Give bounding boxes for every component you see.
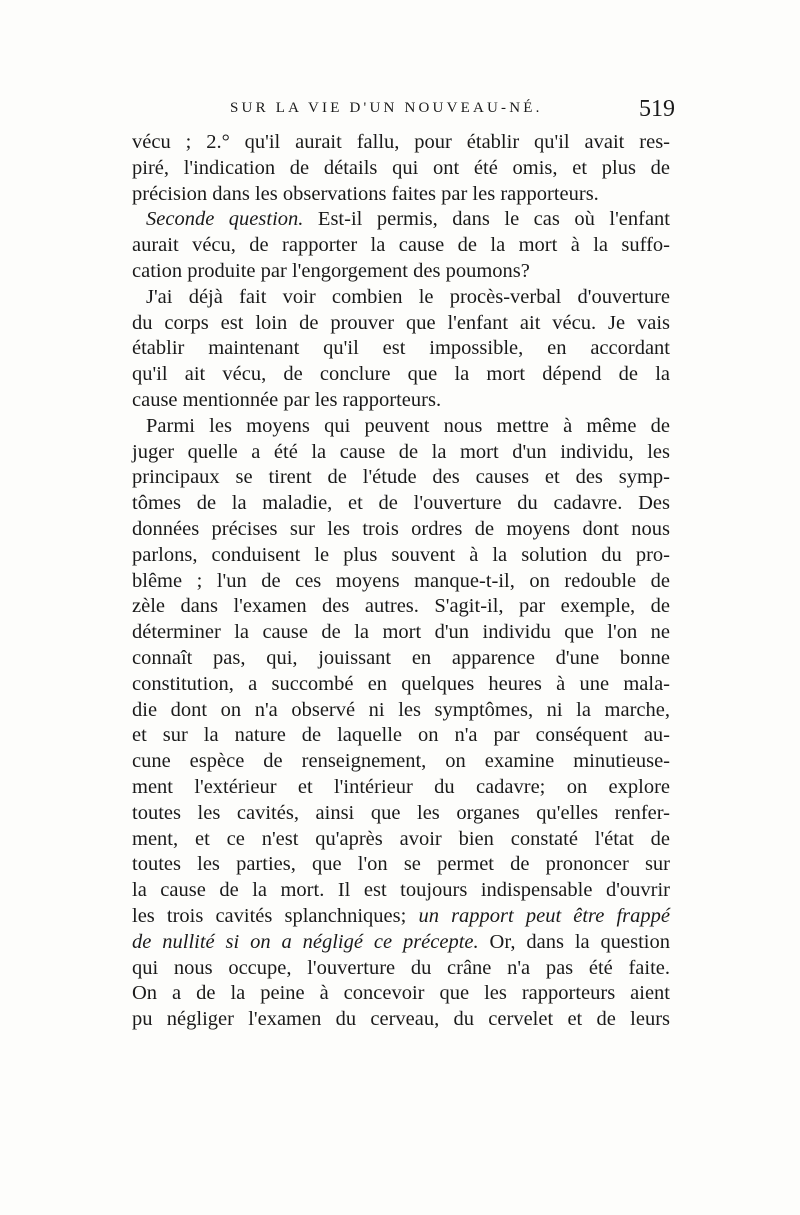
page-number: 519 [639,96,675,122]
text-line: J'ai déjà fait voir combien le procès-verbal d'ouverture [146,285,670,308]
text-line: ment l'extérieur et l'intérieur du cadavre; on explore [132,775,670,798]
text-line: qu'il ait vécu, de conclure que la mort dépend de la [132,363,670,386]
text-line: établir maintenant qu'il est impossible, en accordant [132,337,670,360]
text-line: tômes de la maladie, et de l'ouverture du cadavre. Des [132,492,670,515]
text-line: connaît pas, qui, jouissant en apparence d'une bonne [132,646,670,669]
running-title: SUR LA VIE D'UN NOUVEAU-NÉ. [230,100,543,116]
text-line: qui nous occupe, l'ouverture du crâne n'a pas été faite. [132,956,670,979]
text-line: toutes les parties, que l'on se permet de prononcer sur [132,853,670,876]
text-line: la cause de la mort. Il est toujours indispensable d'ouvrir [132,879,670,902]
text-line: et sur la nature de laquelle on n'a par conséquent au- [132,724,670,747]
running-head [130,96,675,124]
text-line: cation produite par l'engorgement des poumons? [132,259,530,282]
text-line: précision dans les observations faites par les rapporteurs. [132,182,599,205]
text-line: cause mentionnée par les rapporteurs. [132,388,442,411]
text-line: Parmi les moyens qui peuvent nous mettre à même de [146,414,670,437]
text-line: juger quelle a été la cause de la mort d'un individu, les [132,440,670,463]
text-line: du corps est loin de prouver que l'enfant ait vécu. Je vais [132,311,670,334]
text-line: blême ; l'un de ces moyens manque-t-il, on redouble de [132,569,670,592]
text-line: piré, l'indication de détails qui ont été omis, et plus de [132,156,670,179]
text-line: On a de la peine à concevoir que les rapporteurs aient [132,982,670,1005]
text-line: données précises sur les trois ordres de moyens dont nous [132,517,670,540]
text-line: vécu ; 2.° qu'il aurait fallu, pour établir qu'il avait res- [132,131,670,153]
text-line: parlons, conduisent le plus souvent à la solution du pro- [132,543,670,566]
text-line: Seconde question. Est-il permis, dans le cas où l'enfant [146,208,670,231]
text-line: pu négliger l'examen du cerveau, du cervelet et de leurs [132,1008,670,1031]
text-line: cune espèce de renseignement, on examine minutieuse- [132,750,670,773]
text-line: les trois cavités splanchniques; un rapport peut être frappé [132,904,670,927]
text-line: déterminer la cause de la mort d'un individu que l'on ne [132,621,670,644]
text-line: toutes les cavités, ainsi que les organes qu'elles renfer- [132,801,670,824]
text-line: zèle dans l'examen des autres. S'agit-il, par exemple, de [132,595,670,618]
text-line: principaux se tirent de l'étude des causes et des symp- [132,466,670,489]
text-line: die dont on n'a observé ni les symptômes, ni la marche, [132,698,670,721]
text-line: de nullité si on a négligé ce précepte. Or, dans la question [132,930,670,953]
text-line: ment, et ce n'est qu'après avoir bien constaté l'état de [132,827,670,850]
body-text [132,130,670,1033]
text-line: aurait vécu, de rapporter la cause de la mort à la suffo- [132,234,670,257]
text-line: constitution, a succombé en quelques heures à une mala- [132,672,670,695]
